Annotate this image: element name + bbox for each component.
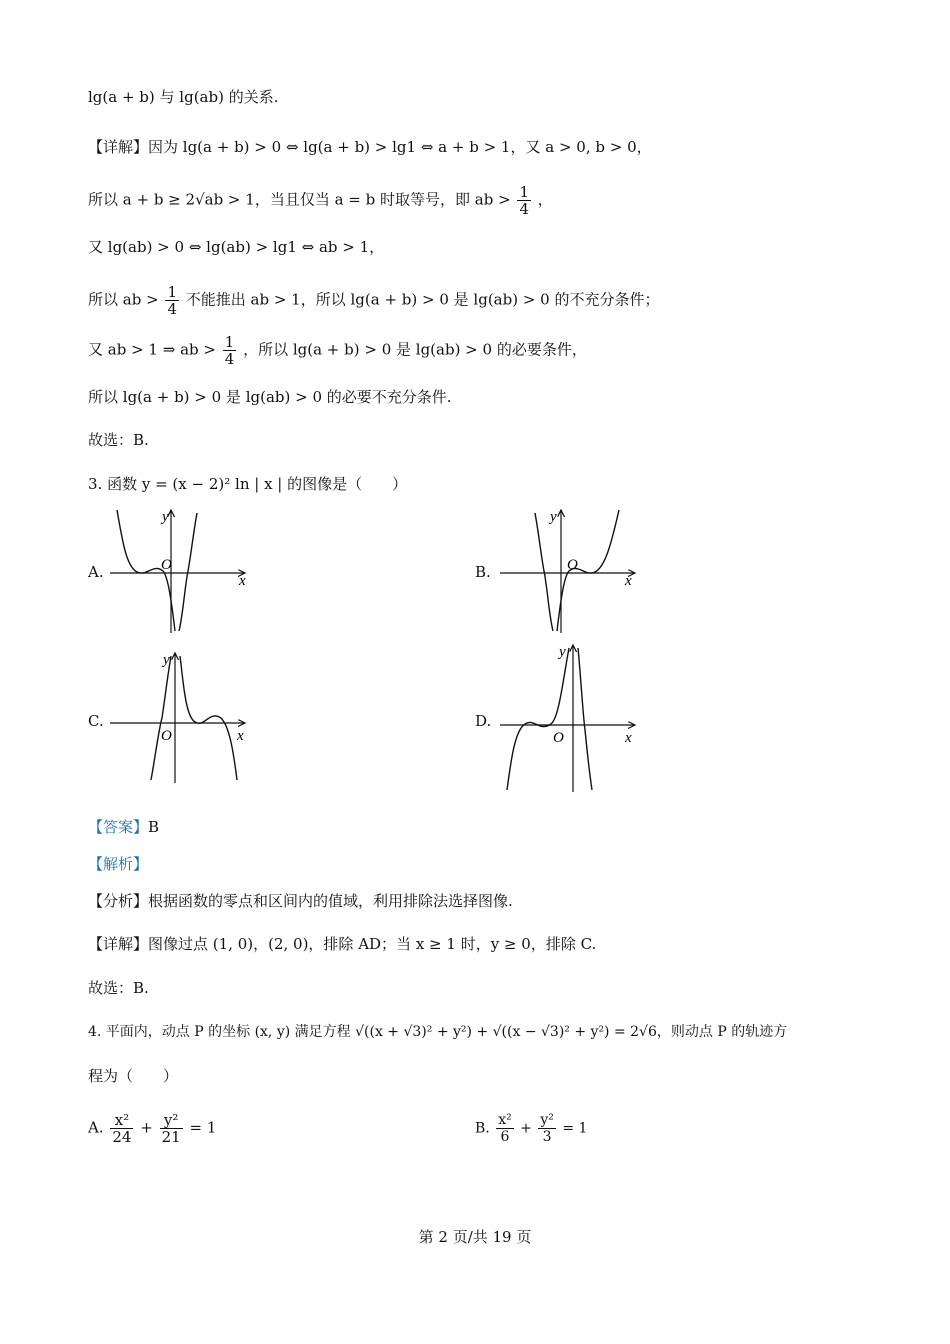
text-line-7: 所以 lg(a + b) > 0 是 lg(ab) > 0 的必要不充分条件. <box>88 388 452 406</box>
y-axis-label: y <box>550 509 557 525</box>
fraction-denominator: 3 <box>542 1129 552 1145</box>
x-axis-label: x <box>239 573 246 589</box>
curve <box>535 513 553 631</box>
plus-sign: + <box>140 1118 153 1137</box>
text-line-3-post: ， <box>537 190 553 209</box>
fraction-denominator: 4 <box>224 350 235 368</box>
curve <box>180 656 237 780</box>
q4-option-a <box>88 1112 216 1145</box>
fraction-numerator: 1 <box>519 183 529 201</box>
answer-tag: 【答案】 <box>88 818 149 836</box>
question-4-stem-1: 4. 平面内，动点 P 的坐标 (x, y) 满足方程 √((x + √3)² + y²) + √((x − √3)² + y²) = 2√6，则动点 P 的轨迹方 <box>88 1024 788 1040</box>
text-line-5 <box>88 284 660 317</box>
fraction-numerator: x² <box>498 1112 512 1128</box>
text-line-5-pre: 所以 ab > <box>88 290 159 309</box>
text-line-6-pre: 又 ab > 1 ⇒ ab > <box>88 340 216 359</box>
fraction-denominator: 4 <box>167 300 177 318</box>
fraction-numerator: y² <box>540 1112 554 1128</box>
origin-label: O <box>161 728 172 744</box>
text-line-8: 故选：B. <box>88 431 149 449</box>
fraction <box>223 334 237 367</box>
fraction <box>160 1112 183 1145</box>
text-line-4: 又 lg(ab) > 0 ⇔ lg(ab) > lg1 ⇔ ab > 1， <box>88 238 385 256</box>
origin-label: O <box>161 557 172 573</box>
text-line-3 <box>88 184 553 217</box>
text-line-1: lg(a + b) 与 lg(ab) 的关系. <box>88 88 279 106</box>
text-line-5-post: 不能推出 ab > 1，所以 lg(a + b) > 0 是 lg(ab) > 0 的不充分条件； <box>185 290 660 309</box>
equation-rhs: = 1 <box>189 1118 217 1137</box>
fraction <box>538 1112 556 1145</box>
analysis-tag: 【解析】 <box>88 855 149 873</box>
analysis-choose: 故选：B. <box>88 979 149 997</box>
analysis-xiangjie: 【详解】图像过点 (1, 0)，(2, 0)，排除 AD；当 x ≥ 1 时，y ≥ 0，排除 C. <box>88 935 597 953</box>
x-axis-label: x <box>625 730 632 746</box>
curve <box>179 513 197 631</box>
plus-sign: + <box>520 1120 532 1137</box>
graph-option-a <box>105 505 255 635</box>
origin-label: O <box>567 557 578 573</box>
curve <box>151 656 171 780</box>
q4-option-a-label: A. <box>88 1118 104 1137</box>
fraction-denominator: 6 <box>500 1129 510 1145</box>
x-axis-label: x <box>625 573 632 589</box>
y-axis-label: y <box>163 652 170 668</box>
text-line-2: 【详解】因为 lg(a + b) > 0 ⇔ lg(a + b) > lg1 ⇔ a + b > 1，又 a > 0, b > 0， <box>88 138 652 156</box>
fraction-numerator: y² <box>160 1112 183 1129</box>
y-axis-label: y <box>162 509 169 525</box>
answer-value: B <box>148 818 160 836</box>
page-footer: 第 2 页/共 19 页 <box>418 1228 532 1246</box>
fraction <box>517 184 531 217</box>
fraction <box>165 284 179 317</box>
option-c-label: C. <box>88 712 104 730</box>
graph-option-d <box>495 640 645 795</box>
q4-option-b-label: B. <box>475 1120 490 1137</box>
origin-label: O <box>553 730 564 746</box>
curve <box>578 648 592 790</box>
fraction-denominator: 21 <box>161 1128 181 1146</box>
graph-option-c <box>105 648 255 788</box>
text-line-3-pre: 所以 a + b ≥ 2√ab > 1，当且仅当 a = b 时取等号，即 ab > <box>88 190 511 209</box>
text-line-6 <box>88 334 587 367</box>
q4-option-b <box>475 1112 587 1145</box>
option-d-label: D. <box>475 712 492 730</box>
analysis-fenxi: 【分析】根据函数的零点和区间内的值域，利用排除法选择图像. <box>88 892 513 910</box>
x-axis-label: x <box>237 728 244 744</box>
fraction-numerator: 1 <box>224 333 235 351</box>
fraction-numerator: 1 <box>167 283 177 301</box>
option-a-label: A. <box>88 563 104 581</box>
equation-rhs: = 1 <box>562 1120 588 1137</box>
fraction <box>110 1112 133 1145</box>
text-line-6-post: ，所以 lg(a + b) > 0 是 lg(ab) > 0 的必要条件， <box>243 340 587 359</box>
graph-option-b <box>495 505 645 635</box>
fraction-denominator: 4 <box>519 200 529 218</box>
answer-line <box>88 815 159 839</box>
question-3-stem: 3. 函数 y = (x − 2)² ln | x | 的图像是（ ） <box>88 475 408 493</box>
curve <box>507 648 569 790</box>
question-4-stem-2: 程为（ ） <box>88 1067 179 1085</box>
fraction-numerator: x² <box>110 1112 133 1129</box>
option-b-label: B. <box>475 563 491 581</box>
fraction-denominator: 24 <box>112 1128 132 1146</box>
fraction <box>496 1112 514 1145</box>
y-axis-label: y <box>559 644 566 660</box>
